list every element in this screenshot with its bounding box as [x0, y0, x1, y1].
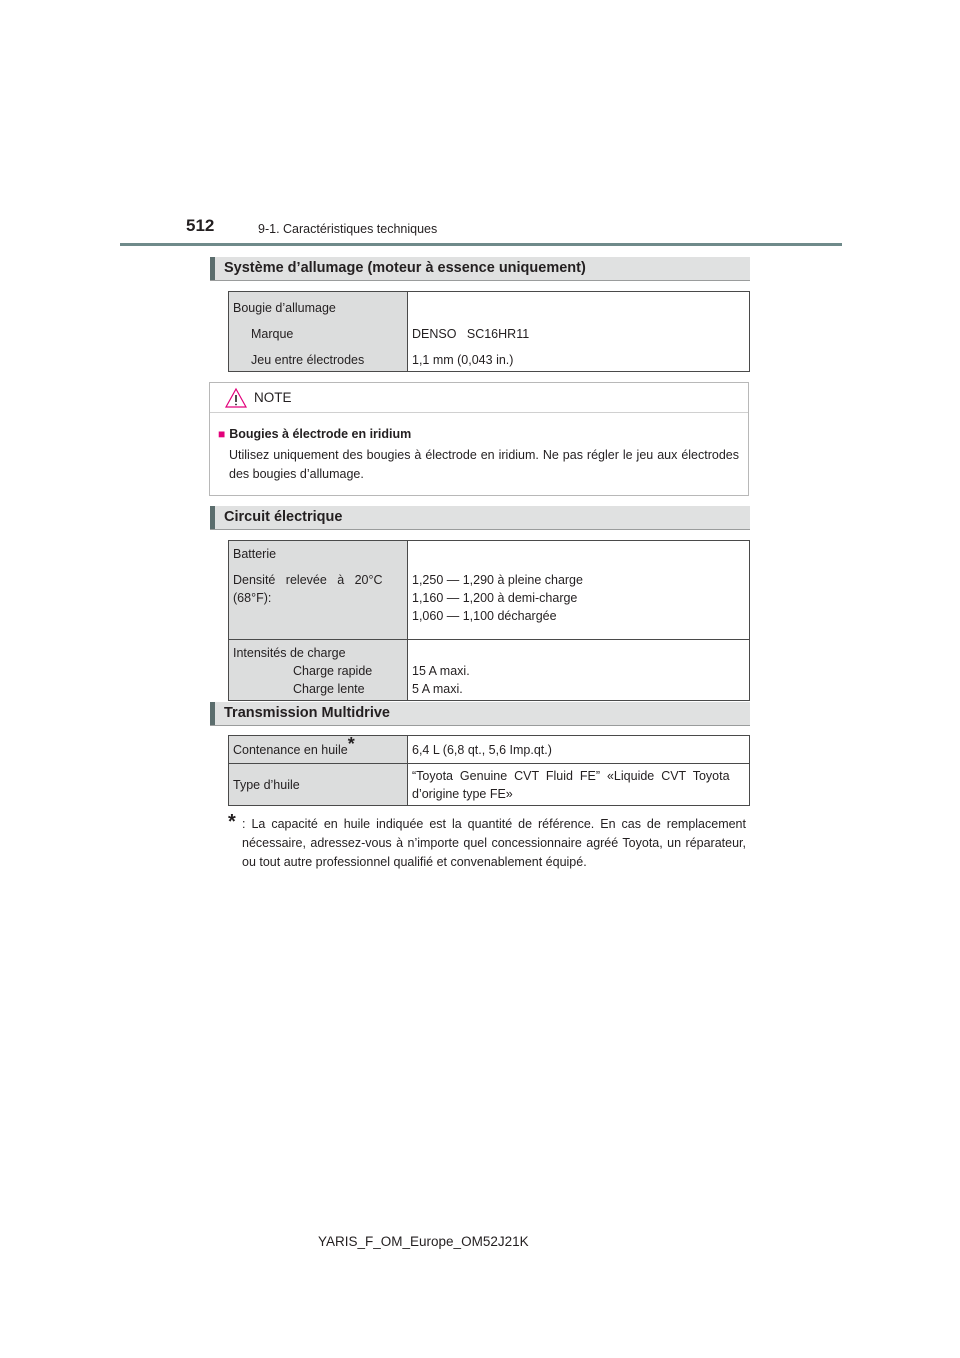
fast-charge-value: 15 A maxi.	[412, 664, 470, 678]
chapter-title: 9-1. Caractéristiques techniques	[258, 222, 438, 236]
oil-capacity-value: 6,4 L (6,8 qt., 5,6 Imp.qt.)	[412, 742, 552, 757]
brand-label: Marque	[251, 327, 294, 341]
table-row	[229, 541, 750, 640]
density-value: 1,160 — 1,200 à demi-charge	[412, 591, 578, 605]
oil-capacity-label: Contenance en huile	[233, 742, 348, 757]
note-divider	[210, 412, 748, 413]
brand-value: DENSO SC16HR11	[412, 327, 530, 341]
section-transmission-header	[210, 702, 750, 726]
battery-label: Batterie	[233, 547, 277, 561]
fast-charge-label: Charge rapide	[293, 664, 373, 678]
footnote-marker: *	[228, 811, 236, 833]
footnote	[228, 811, 746, 872]
note-title: NOTE	[254, 390, 292, 405]
table-row	[229, 764, 750, 806]
section-title: Transmission Multidrive	[224, 705, 390, 721]
square-bullet-icon: ■	[218, 427, 226, 441]
gap-label: Jeu entre électrodes	[251, 353, 365, 367]
transmission-table	[228, 735, 750, 806]
note-box	[209, 382, 749, 496]
table-row	[229, 640, 750, 701]
warning-icon	[224, 387, 248, 409]
table-row	[229, 736, 750, 764]
page-number: 512	[186, 216, 215, 235]
oil-type-label: Type d’huile	[233, 777, 300, 792]
note-item-title	[218, 427, 411, 441]
density-value: 1,060 — 1,100 déchargée	[412, 609, 557, 623]
table-row	[229, 292, 750, 372]
note-body: Utilisez uniquement des bougies à électrode en iridium. Ne pas régler le jeu aux électrodes des bougies d’allumage.	[229, 448, 739, 481]
gap-value: 1,1 mm (0,043 in.)	[412, 353, 514, 367]
section-accent	[210, 506, 215, 529]
density-value: 1,250 — 1,290 à pleine charge	[412, 573, 583, 587]
density-label: Densité relevée à 20°C	[233, 573, 383, 587]
table-value-cell	[408, 736, 750, 764]
section-title: Circuit électrique	[224, 509, 343, 525]
spark-plug-label: Bougie d’allumage	[233, 301, 336, 315]
table-label-cell	[229, 640, 408, 701]
electrical-table	[228, 540, 750, 701]
note-item-label: Bougies à électrode en iridium	[229, 427, 412, 441]
slow-charge-label: Charge lente	[293, 682, 365, 696]
header-rule	[120, 243, 842, 246]
oil-type-value: “Toyota Genuine CVT Fluid FE” «Liquide CVT Toyota	[412, 768, 730, 783]
table-label-cell	[229, 764, 408, 806]
charge-label: Intensités de charge	[233, 646, 346, 660]
section-accent	[210, 257, 215, 280]
slow-charge-value: 5 A maxi.	[412, 682, 463, 696]
table-value-cell	[408, 640, 750, 701]
section-title: Système d’allumage (moteur à essence uniquement)	[224, 260, 586, 276]
section-electrical-header	[210, 506, 750, 530]
footnote-text: : La capacité en huile indiquée est la quantité de référence. En cas de remplacement nécessaire, adressez-vous à n’importe quel concessionnaire agréé Toyota, un réparateur, ou tout autre professionnel qualifié et convenablement équipé.	[242, 817, 746, 869]
table-label-cell	[229, 541, 408, 640]
ignition-table	[228, 291, 750, 372]
oil-type-value-cont: d’origine type FE»	[412, 786, 513, 801]
section-accent	[210, 702, 215, 725]
footnote-marker: *	[347, 733, 355, 754]
table-value-cell	[408, 541, 750, 640]
document-id: YARIS_F_OM_Europe_OM52J21K	[318, 1234, 529, 1249]
table-value-cell	[408, 764, 750, 806]
table-value-cell	[408, 292, 750, 372]
density-label-unit: (68°F):	[233, 591, 272, 605]
oil-capacity-label-wrap	[229, 733, 407, 759]
table-label-cell	[229, 292, 408, 372]
section-ignition-header	[210, 257, 750, 281]
table-label-cell	[229, 733, 408, 764]
